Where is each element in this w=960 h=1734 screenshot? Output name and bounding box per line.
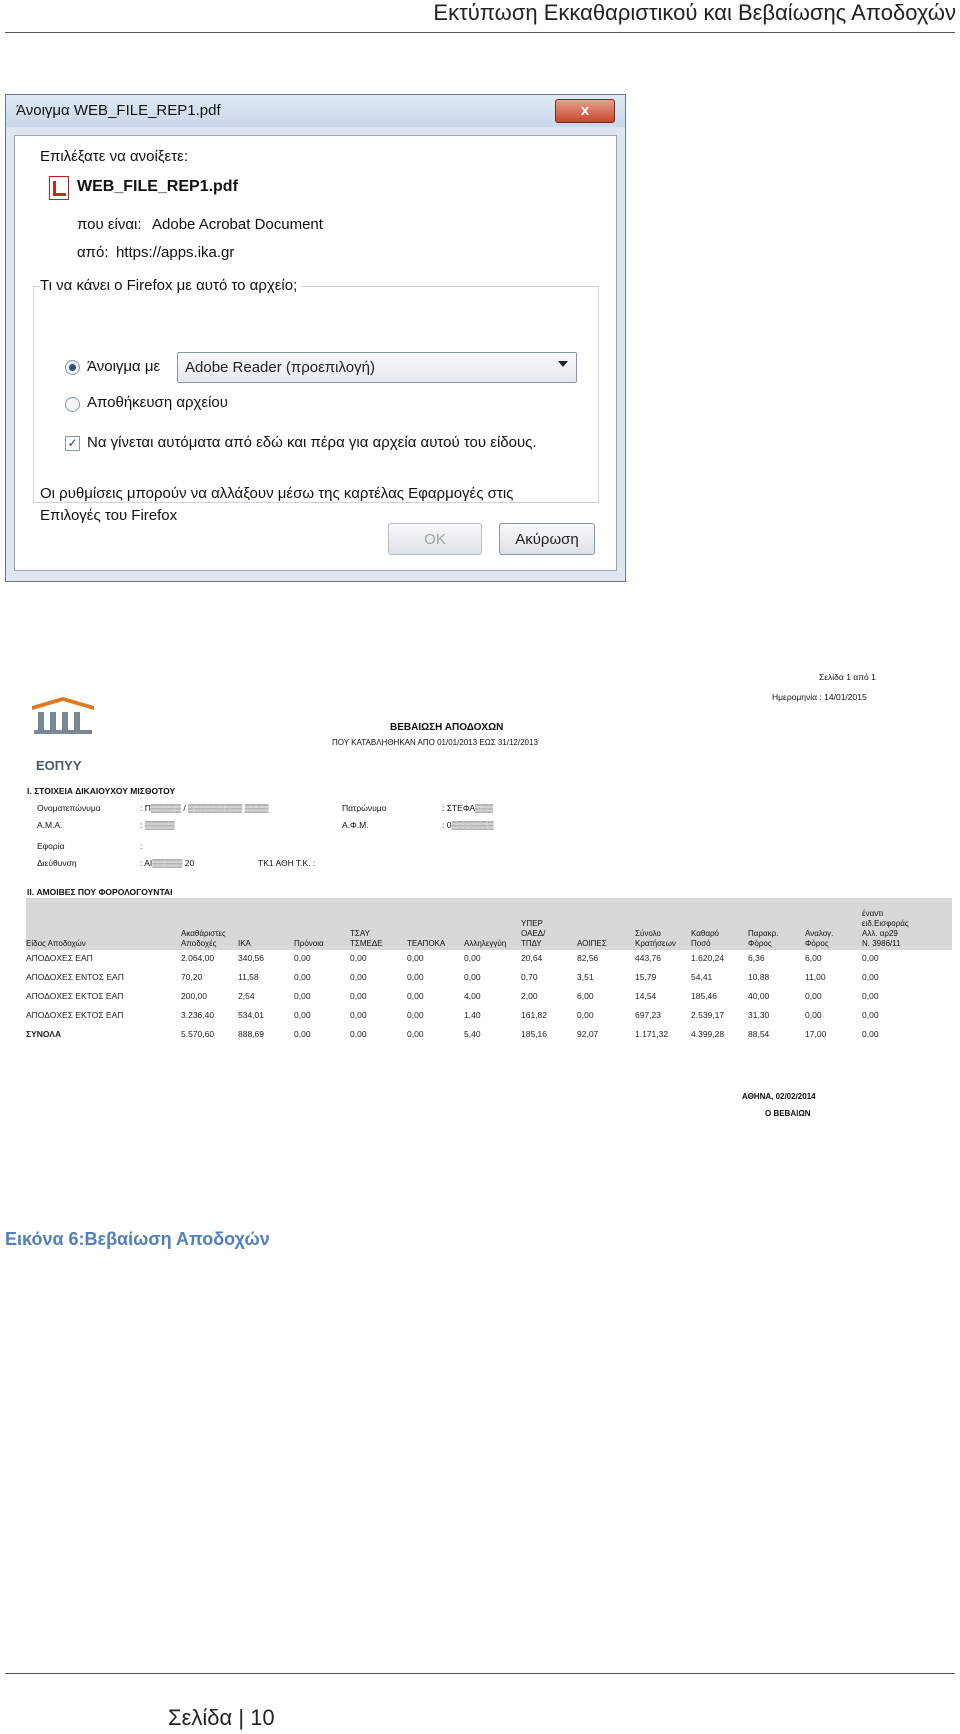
table-cell: 0,00 (464, 953, 481, 963)
totals-cell: 5,40 (464, 1029, 481, 1039)
tax-office-label: Εφορία (37, 841, 65, 851)
totals-cell: 888,69 (238, 1029, 264, 1039)
totals-cell: 88,54 (748, 1029, 770, 1039)
settings-note-line1: Οι ρυθμίσεις μπορούν να αλλάξουν μέσω της καρτέλας Εφαρμογές στις (40, 485, 514, 502)
section-earnings: II. ΑΜΟΙΒΕΣ ΠΟΥ ΦΟΡΟΛΟΓΟΥΝΤΑΙ (27, 887, 173, 897)
save-file-label[interactable]: Αποθήκευση αρχείου (87, 394, 228, 411)
table-cell: 10,88 (748, 972, 770, 982)
table-cell: 0,00 (407, 1010, 424, 1020)
open-with-dropdown[interactable] (177, 352, 577, 383)
dialog-title: Άνοιγμα WEB_FILE_REP1.pdf (16, 102, 221, 119)
table-cell: 0,00 (862, 953, 879, 963)
father-label: Πατρώνυμο (342, 803, 387, 813)
totals-cell: 0,00 (407, 1029, 424, 1039)
table-cell: 0,00 (294, 991, 311, 1001)
column-header: έναντι ειδ.Εισφοράς Αλλ. αρ29 Ν. 3986/11 (862, 909, 909, 948)
open-with-selected: Adobe Reader (προεπιλογή) (185, 359, 375, 376)
name-value: : Π▒▒▒▒▒ / ▒▒▒▒▒▒▒▒▒ ▒▒▒▒ (140, 803, 269, 813)
row-label: ΑΠΟΔΟΧΕΣ ΕΚΤΟΣ ΕΑΠ (26, 991, 124, 1001)
certifier: Ο ΒΕΒΑΙΩΝ (765, 1109, 811, 1118)
totals-cell: 4.399,28 (691, 1029, 725, 1039)
table-cell: 0,00 (407, 972, 424, 982)
column-header: ΤΕΑΠΟΚΑ (407, 939, 446, 948)
column-header: Αλληλεγγύη (464, 939, 507, 948)
close-button[interactable]: x (555, 99, 615, 123)
certificate-title: ΒΕΒΑΙΩΣΗ ΑΠΟΔΟΧΩΝ (390, 722, 504, 733)
table-cell: 0,00 (862, 1010, 879, 1020)
footer-rule (5, 1673, 955, 1674)
file-type-label: που είναι: (77, 216, 142, 233)
tax-office-value: : (140, 841, 143, 851)
table-cell: 2,00 (521, 991, 538, 1001)
place-date: ΑΘΗΝΑ, 02/02/2014 (742, 1092, 816, 1101)
column-header: ΥΠΕΡ ΟΑΕΔ/ ΤΠΔΥ (521, 919, 546, 948)
table-cell: 185,46 (691, 991, 717, 1001)
totals-cell: 0,00 (862, 1029, 879, 1039)
address-label: Διεύθυνση (37, 858, 77, 868)
table-cell: 200,00 (181, 991, 207, 1001)
logo-text: ΕΟΠΥΥ (36, 758, 82, 773)
ama-label: Α.Μ.Α. (37, 820, 63, 830)
table-cell: 3.236,40 (181, 1010, 215, 1020)
table-cell: 20,64 (521, 953, 543, 963)
certificate-subtitle: ΠΟΥ ΚΑΤΑΒΛΗΘΗΚΑΝ ΑΠΟ 01/01/2013 ΕΩΣ 31/12/2013 (332, 738, 538, 747)
action-question: Τι να κάνει ο Firefox με αυτό το αρχείο; (40, 277, 301, 294)
table-cell: 0,00 (805, 1010, 822, 1020)
table-cell: 1.620,24 (691, 953, 725, 963)
dialog-body (14, 135, 617, 571)
section-beneficiary: I. ΣΤΟΙΧΕΙΑ ΔΙΚΑΙΟΥΧΟΥ ΜΙΣΘΟΤΟΥ (27, 786, 176, 796)
ok-button[interactable]: OK (388, 523, 482, 555)
totals-label: ΣΥΝΟΛΑ (26, 1029, 62, 1039)
header-rule (5, 32, 955, 33)
row-label: ΑΠΟΔΟΧΕΣ ΕΝΤΟΣ ΕΑΠ (26, 972, 124, 982)
column-header: Καθαρό Ποσό (691, 929, 719, 948)
table-cell: 0,00 (407, 991, 424, 1001)
table-cell: 15,79 (635, 972, 657, 982)
table-cell: 0,00 (407, 953, 424, 963)
document-header: Εκτύπωση Εκκαθαριστικού και Βεβαίωσης Αποδοχών (433, 0, 956, 25)
table-cell: 2.539,17 (691, 1010, 725, 1020)
totals-cell: 1.171,32 (635, 1029, 669, 1039)
table-cell: 6,00 (577, 991, 594, 1001)
save-file-radio[interactable] (65, 397, 80, 412)
earnings-certificate (0, 660, 960, 1130)
postal-code-label: ΤΚ1 ΑΘΗ Τ.Κ. : (258, 858, 316, 868)
open-with-label[interactable]: Άνοιγμα με (87, 358, 161, 375)
table-cell: 2,54 (238, 991, 255, 1001)
page-info: Σελίδα 1 από 1 (819, 672, 876, 682)
open-prompt: Επιλέξατε να ανοίξετε: (40, 148, 189, 165)
totals-cell: 185,16 (521, 1029, 547, 1039)
column-header: Πρόνοια (294, 939, 324, 948)
file-source-label: από: (77, 244, 109, 261)
father-value: : ΣΤΕΦΑ▒▒▒ (442, 803, 494, 813)
table-cell: 70,20 (181, 972, 203, 982)
column-header: Αναλογ. Φόρος (805, 929, 834, 948)
column-header: ΙΚΑ (238, 939, 251, 948)
file-source-value: https://apps.ika.gr (116, 244, 235, 261)
column-header: ΤΣΑΥ ΤΣΜΕΔΕ (350, 929, 383, 948)
dialog-titlebar (6, 95, 625, 127)
table-cell: 697,23 (635, 1010, 661, 1020)
table-cell: 6,36 (748, 953, 765, 963)
figure-caption: Εικόνα 6:Βεβαίωση Αποδοχών (5, 1229, 270, 1249)
totals-cell: 17,00 (805, 1029, 827, 1039)
chevron-down-icon (558, 361, 568, 367)
eopyy-logo-icon (30, 696, 96, 752)
table-cell: 0,00 (294, 953, 311, 963)
table-cell: 54,41 (691, 972, 713, 982)
cancel-button[interactable]: Ακύρωση (499, 523, 595, 555)
afm-label: Α.Φ.Μ. (342, 820, 369, 830)
table-cell: 4,00 (464, 991, 481, 1001)
date-info: Ημερομηνία : 14/01/2015 (772, 692, 867, 702)
table-cell: 0,00 (294, 972, 311, 982)
table-cell: 0,00 (862, 972, 879, 982)
column-header: Παρακρ. Φόρος (748, 929, 779, 948)
table-cell: 0,00 (464, 972, 481, 982)
table-cell: 0,00 (350, 953, 367, 963)
table-cell: 534,01 (238, 1010, 264, 1020)
pdf-file-icon (49, 176, 69, 200)
table-cell: 0,00 (862, 991, 879, 1001)
table-cell: 0,00 (350, 991, 367, 1001)
column-header: Ακαθάριστες Αποδοχές (181, 929, 226, 948)
settings-note-line2: Επιλογές του Firefox (40, 507, 178, 524)
row-label: ΑΠΟΔΟΧΕΣ ΕΚΤΟΣ ΕΑΠ (26, 1010, 124, 1020)
table-cell: 443,76 (635, 953, 661, 963)
table-cell: 340,56 (238, 953, 264, 963)
page-footer: Σελίδα | 10 (168, 1705, 275, 1730)
row-label: ΑΠΟΔΟΧΕΣ ΕΑΠ (26, 953, 93, 963)
table-cell: 0,00 (805, 991, 822, 1001)
open-file-dialog (5, 94, 626, 582)
file-type-value: Adobe Acrobat Document (152, 216, 323, 233)
table-cell: 82,56 (577, 953, 599, 963)
totals-cell: 0,00 (294, 1029, 311, 1039)
name-label: Ονοματεπώνυμο (37, 803, 101, 813)
totals-cell: 0,00 (350, 1029, 367, 1039)
table-cell: 6,00 (805, 953, 822, 963)
table-cell: 0,00 (350, 972, 367, 982)
table-cell: 14,54 (635, 991, 657, 1001)
table-cell: 0,70 (521, 972, 538, 982)
auto-action-label[interactable]: Να γίνεται αυτόματα από εδώ και πέρα για αρχεία αυτού του είδους. (87, 434, 537, 451)
table-cell: 11,00 (805, 972, 826, 982)
totals-cell: 5.570,60 (181, 1029, 215, 1039)
table-cell: 40,00 (748, 991, 770, 1001)
table-cell: 161,82 (521, 1010, 547, 1020)
table-cell: 1,40 (464, 1010, 481, 1020)
table-cell: 31,30 (748, 1010, 770, 1020)
totals-cell: 92,07 (577, 1029, 599, 1039)
table-cell: 11,58 (238, 972, 259, 982)
auto-action-checkbox[interactable]: ✓ (65, 436, 80, 451)
table-cell: 0,00 (577, 1010, 594, 1020)
ama-value: : ▒▒▒▒▒ (140, 820, 175, 830)
column-header: Σύνολο Κρατήσεων (635, 929, 676, 948)
table-cell: 0,00 (294, 1010, 311, 1020)
column-header: ΑΟΙΠΕΣ (577, 939, 607, 948)
table-cell: 2.064,00 (181, 953, 215, 963)
table-cell: 3,51 (577, 972, 594, 982)
address-value: : ΑΙ▒▒▒▒▒ 20 (140, 858, 195, 868)
column-header: Είδος Αποδοχών (26, 939, 86, 948)
afm-value: : 0▒▒▒▒▒▒▒ (442, 820, 494, 830)
table-cell: 0,00 (350, 1010, 367, 1020)
file-name: WEB_FILE_REP1.pdf (77, 178, 238, 195)
open-with-radio[interactable] (65, 360, 80, 375)
